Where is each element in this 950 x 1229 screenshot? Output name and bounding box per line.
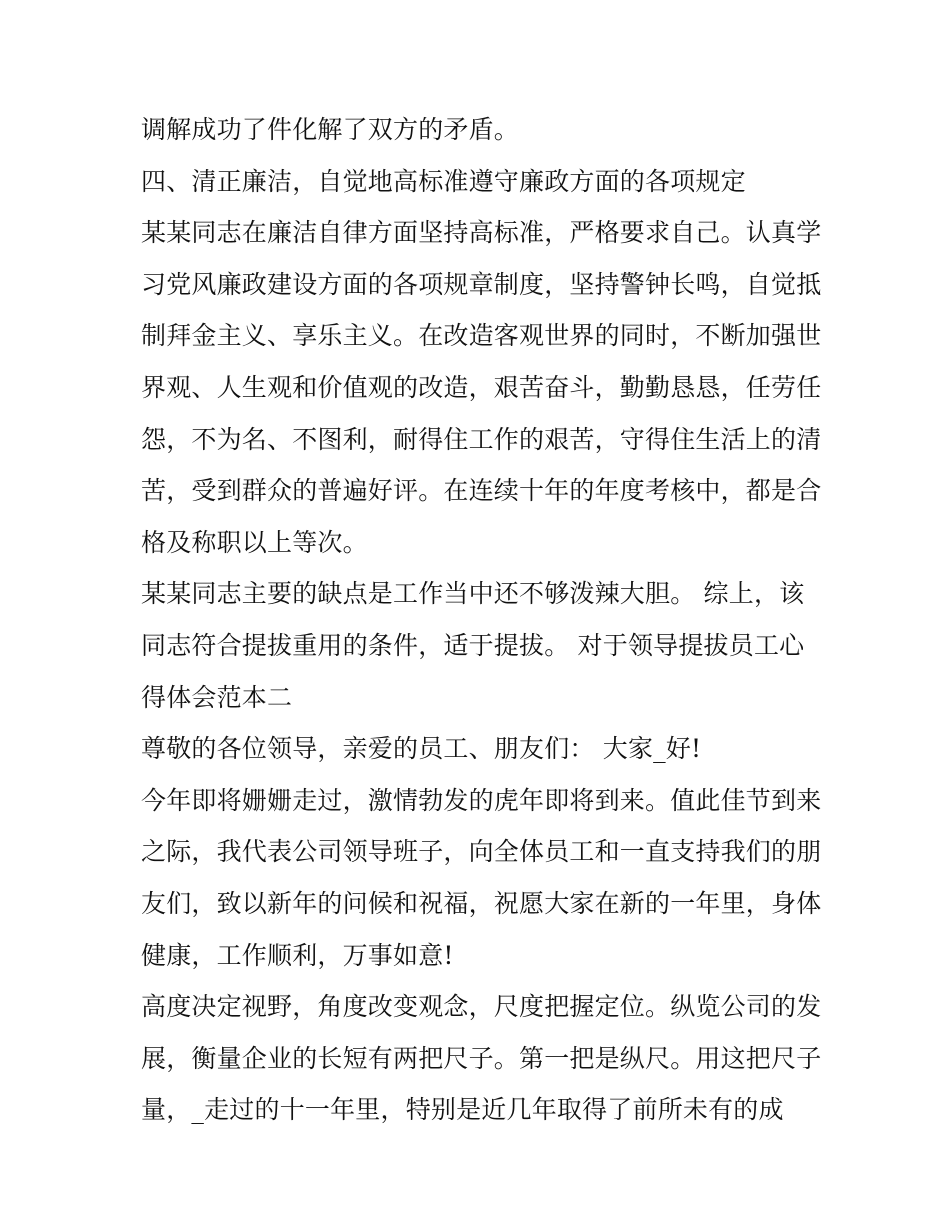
text-line: 习党风廉政建设方面的各项规章制度，坚持警钟长鸣，自觉抵 — [141, 269, 822, 299]
text-line: 某某同志主要的缺点是工作当中还不够泼辣大胆。 综上，该 — [141, 579, 805, 609]
text-line: 量，_走过的十一年里，特别是近几年取得了前所未有的成 — [141, 1095, 784, 1125]
text-line: 苦，受到群众的普遍好评。在连续十年的年度考核中，都是合 — [141, 476, 822, 506]
text-line: 怨，不为名、不图利，耐得住工作的艰苦，守得住生活上的清 — [141, 424, 822, 454]
text-line: 同志符合提拔重用的条件，适于提拔。 对于领导提拔员工心 — [141, 630, 805, 660]
text-line: 之际，我代表公司领导班子，向全体员工和一直支持我们的朋 — [141, 837, 822, 867]
text-line: 友们，致以新年的问候和祝福，祝愿大家在新的一年里，身体 — [141, 888, 822, 918]
text-line: 今年即将姗姗走过，激情勃发的虎年即将到来。值此佳节到来 — [141, 785, 822, 815]
greeting-line: 尊敬的各位领导，亲爱的员工、朋友们： 大家_好! — [141, 734, 702, 764]
text-line: 格及称职以上等次。 — [141, 527, 368, 557]
text-line: 得体会范本二 — [141, 682, 293, 712]
text-line: 制拜金主义、享乐主义。在改造客观世界的同时，不断加强世 — [141, 321, 822, 351]
document-body — [141, 104, 821, 1136]
text-line: 调解成功了件化解了双方的矛盾。 — [141, 115, 520, 144]
text-line: 高度决定视野，角度改变观念，尺度把握定位。纵览公司的发 — [141, 992, 822, 1022]
text-line: 展，衡量企业的长短有两把尺子。第一把是纵尺。用这把尺子 — [141, 1043, 822, 1073]
text-line: 某某同志在廉洁自律方面坚持高标准，严格要求自己。认真学 — [141, 218, 822, 248]
text-line: 界观、人生观和价值观的改造，艰苦奋斗，勤勤恳恳，任劳任 — [141, 372, 822, 402]
text-line: 健康，工作顺利，万事如意! — [141, 940, 454, 970]
section-heading: 四、清正廉洁，自觉地高标准遵守廉政方面的各项规定 — [141, 166, 746, 196]
